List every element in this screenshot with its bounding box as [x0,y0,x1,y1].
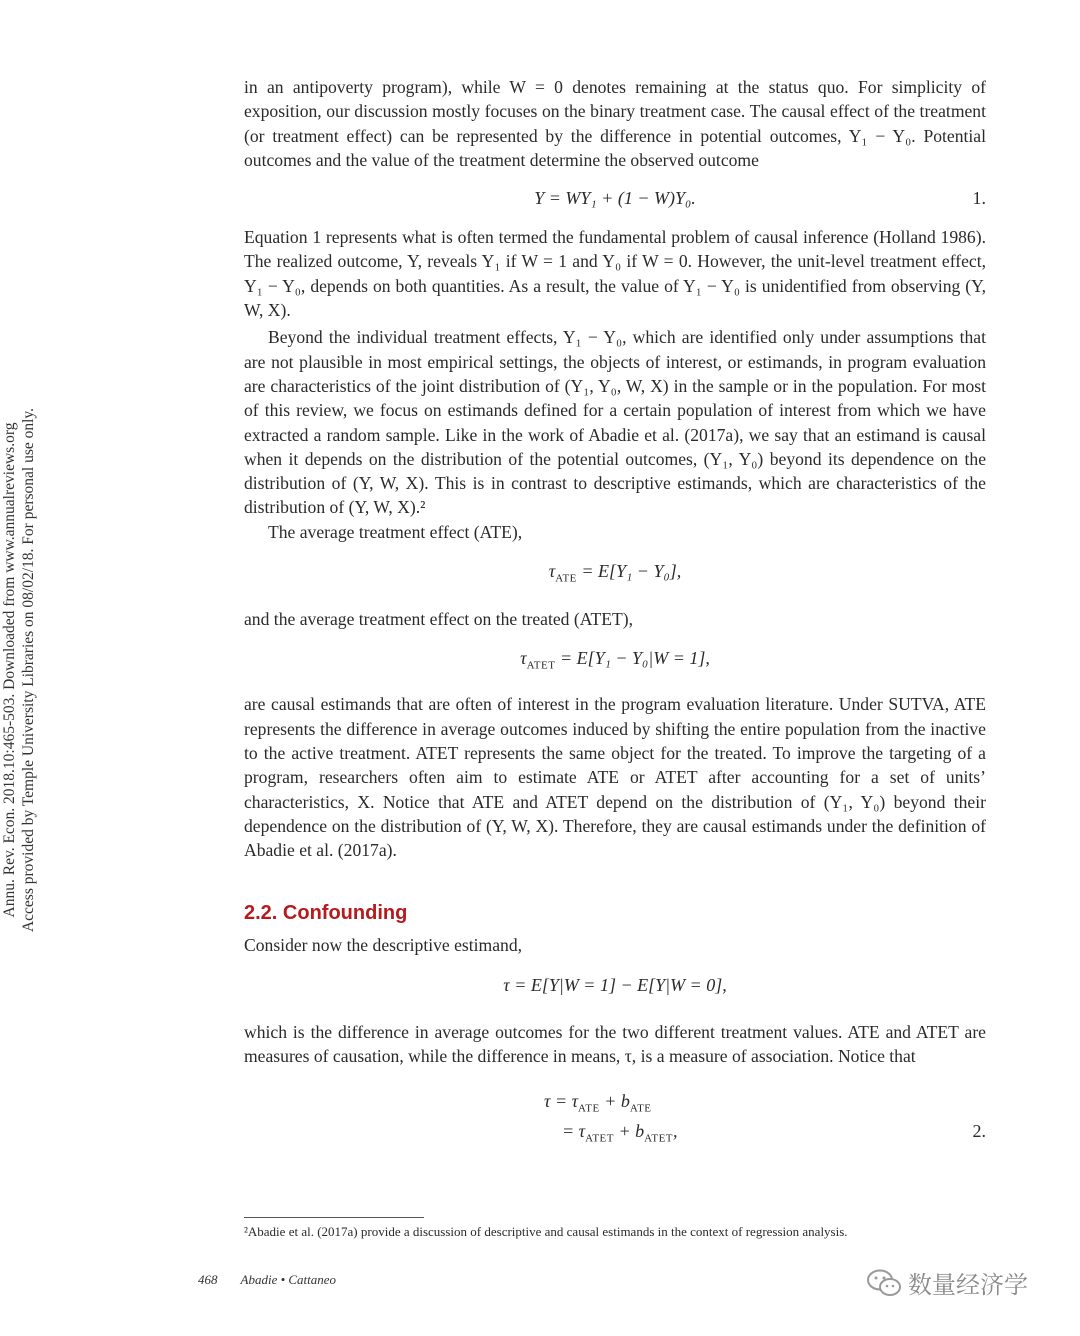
paragraph-3: Beyond the individual treatment effects, Y₁ − Y₀, which are identified only under assumptions that are not plausible in most empirical settings, the objects of interest, or estimands, in program evaluation are characteristics of the joint distribution of (Y₁, Y₀, W, X) in the sample or in the population. For most of this review, we focus on estimands defined for a certain population of interest from which we have extracted a random sample. Like in the work of Abadie et al. (2017a), we say that an estimand is causal when it depends on the distribution of the potential outcomes, (Y₁, Y₀) beyond its dependence on the distribution of (Y, W, X). This is in contrast to descriptive estimands, which are characteristics of the distribution of (Y, W, X).² [244,327,986,518]
equation-2-number: 2. [972,1121,986,1142]
sidebar-line-1: Annu. Rev. Econ. 2018.10:465-503. Downloaded from www.annualreviews.org [1,422,18,918]
watermark-text: 数量经济学 [908,1271,1028,1299]
paragraph-7: Consider now the descriptive estimand, [244,935,523,956]
paragraph-2: Equation 1 represents what is often termed the fundamental problem of causal inference (Holland 1986). The realized outcome, Y, reveals Y₁ if W = 1 and Y₀ if W = 0. However, the unit-level treatment effect, Y₁ − Y₀, depends on both quantities. As a result, the value of Y₁ − Y₀ is unidentified from observing (Y, W, X). [244,227,986,321]
atet-tau: τ [520,648,527,669]
footnote-divider [244,1217,424,1218]
eq2-line1-sub2: ATE [629,1102,652,1115]
equation-ate [244,559,986,583]
paragraph-8: which is the difference in average outcomes for the two different treatment values. ATE and ATET are measures of causation, while the difference in means, τ, is a measure of association. Notice that [244,1021,986,1067]
equation-2 [244,1083,986,1143]
paragraph-1: in an antipoverty program), while W = 0 denotes remaining at the status quo. For simplicity of exposition, our discussion mostly focuses on the binary treatment case. The causal effect of the treatment (or treatment effect) can be represented by the difference in potential outcomes, Y₁ − Y₀. Potential outcomes and the value of the treatment determine the observed outcome [244,77,986,170]
eq2-line2-lhs: = τ [562,1121,586,1142]
wechat-icon [866,1268,902,1298]
section-heading: 2.2. Confounding [244,902,408,925]
page-body [244,75,986,1143]
paragraph-4: The average treatment effect (ATE), [268,521,523,542]
tau-definition: τ = E[Y|W = 1] − E[Y|W = 0], [503,974,727,995]
equation-1-number: 1. [972,188,986,209]
access-sidebar [0,390,46,950]
ate-rhs: = E[Y₁ − Y₀], [576,561,682,582]
equation-1-body: Y = WY₁ + (1 − W)Y₀. [534,188,696,209]
equation-atet [244,646,986,670]
eq2-line1-sub1: ATE [578,1102,600,1115]
sidebar-line-2: Access provided by Temple University Libraries on 08/02/18. For personal use only. [20,407,37,933]
footnote: ²Abadie et al. (2017a) provide a discussion of descriptive and causal estimands in the context of regression analysis. [244,1224,848,1239]
equation-2-line-2 [562,1119,678,1143]
equation-1 [244,186,986,210]
watermark [866,1265,1028,1300]
eq2-line2-end: , [673,1121,678,1142]
eq2-line1-mid: + b [599,1091,630,1112]
running-authors: Abadie • Cattaneo [240,1272,337,1287]
eq2-line2-mid: + b [613,1121,645,1142]
equation-2-number-wrap [973,1119,987,1143]
paragraph-6: are causal estimands that are often of interest in the program evaluation literature. Under SUTVA, ATE represents the difference in average outcomes induced by shifting the entire population from the inactive to the active treatment. ATET represents the same object for the treated. To improve the targeting of a program, researchers often aim to estimate ATE or ATET after accounting for a set of units’ characteristics, X. Notice that ATE and ATET depend on the distribution of (Y₁, Y₀) beyond their dependence on the distribution of (Y, W, X). Therefore, they are causal estimands under the definition of Abadie et al. (2017a). [244,694,986,861]
ate-tau: τ [548,561,556,582]
eq2-line2-sub1: ATET [585,1132,614,1145]
page-footer [198,1272,356,1288]
page-number: 468 [198,1272,218,1287]
equation-2-line-1 [544,1089,652,1113]
ate-subscript: ATE [555,572,577,585]
equation-tau [244,973,986,997]
paragraph-5: and the average treatment effect on the treated (ATET), [244,609,633,630]
atet-subscript: ATET [526,659,556,672]
eq2-line2-sub2: ATET [644,1132,674,1145]
atet-rhs: = E[Y₁ − Y₀|W = 1], [555,648,710,669]
eq2-line1-lhs: τ = τ [544,1091,579,1112]
